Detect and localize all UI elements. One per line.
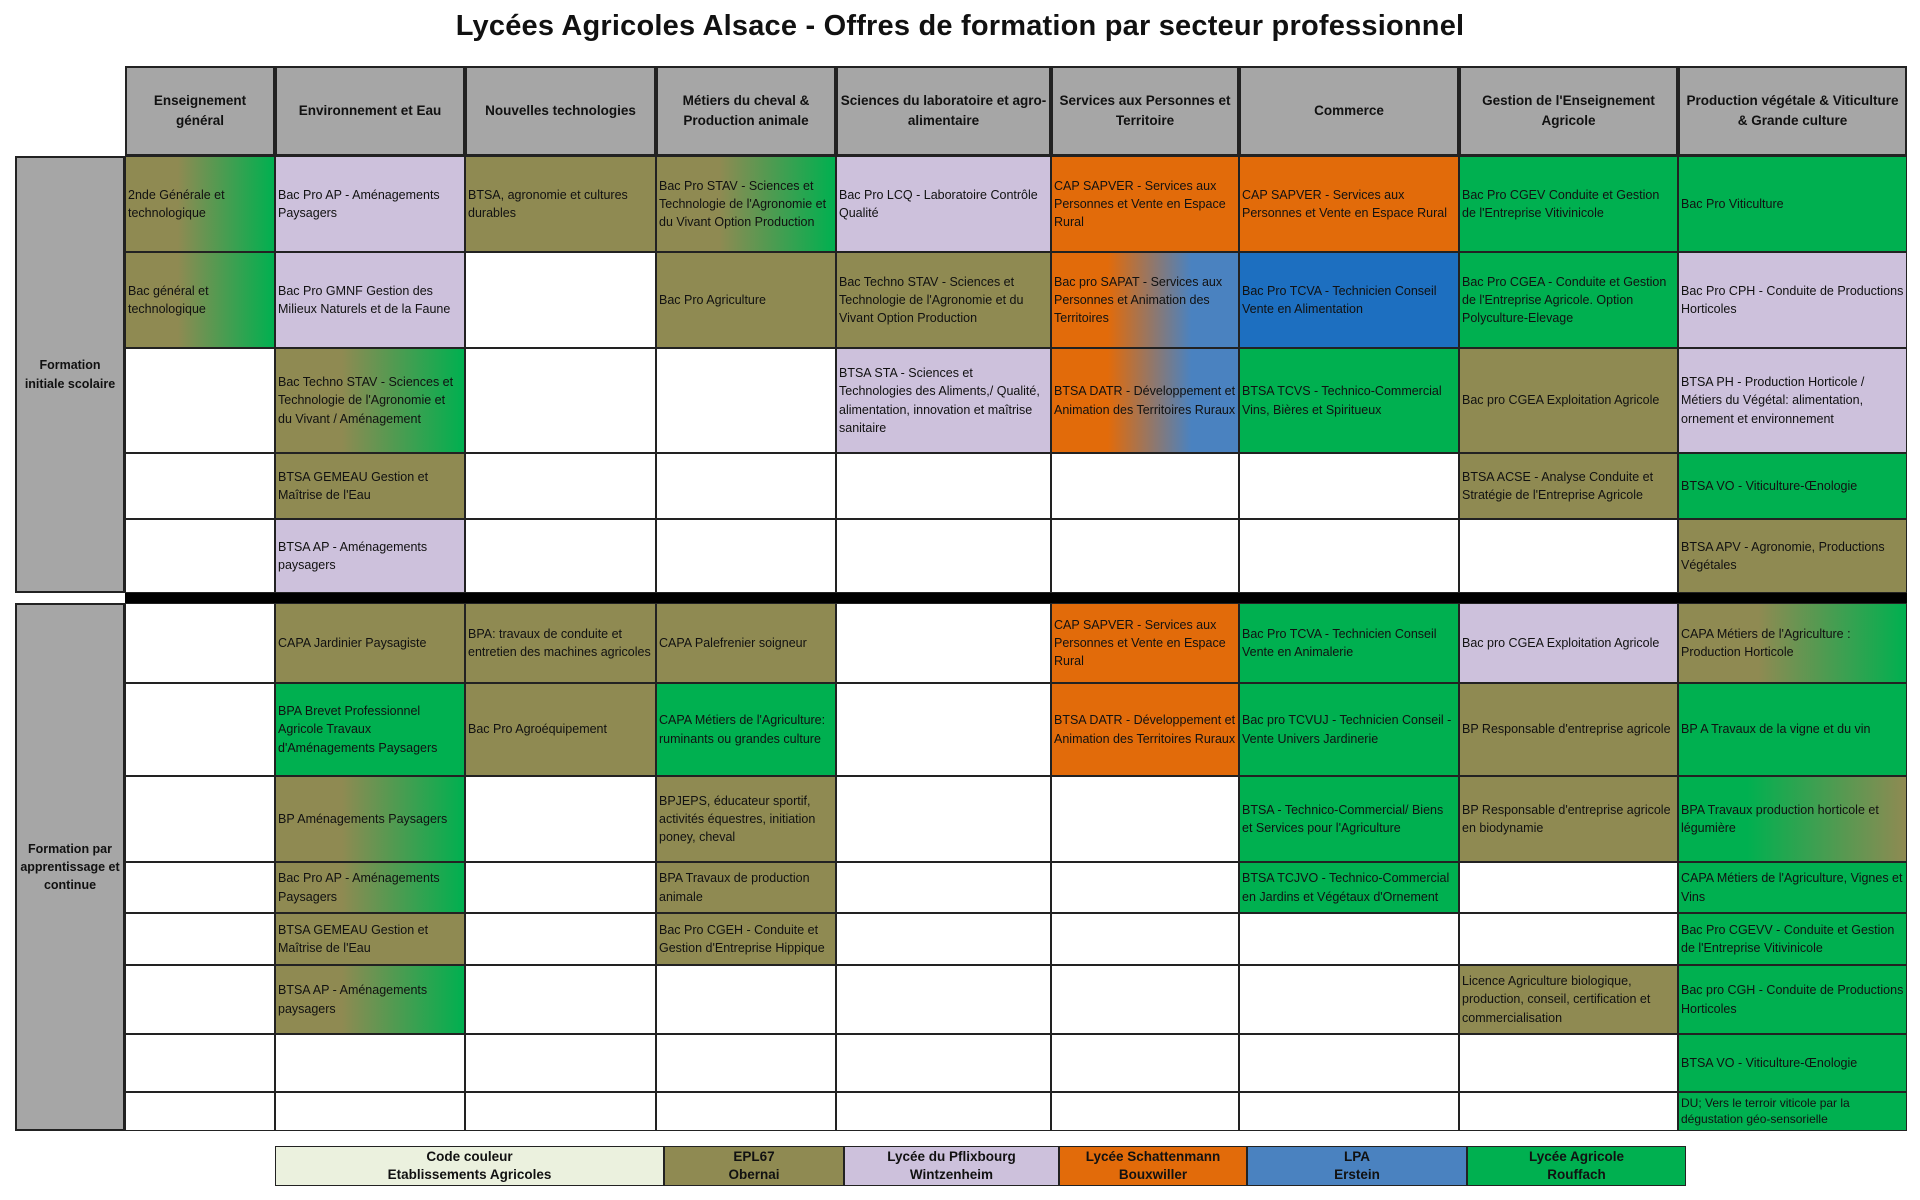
- header-sciences-laboratoire: Sciences du laboratoire et agro-alimentaire: [836, 66, 1051, 156]
- table-cell: Bac Pro TCVA - Technicien Conseil Vente en Animalerie: [1239, 603, 1459, 683]
- table-cell: BTSA, agronomie et cultures durables: [465, 156, 656, 252]
- table-cell: BTSA STA - Sciences et Technologies des Aliments,/ Qualité, alimentation, innovation et maîtrise sanitaire: [836, 348, 1051, 453]
- empty-cell: [1051, 913, 1239, 965]
- section-separator: [125, 593, 1907, 603]
- empty-cell: [656, 965, 836, 1034]
- legend-line: Bouxwiller: [1118, 1167, 1188, 1182]
- empty-cell: [1459, 913, 1678, 965]
- table-cell: Bac général et technologique: [125, 252, 275, 348]
- table-cell: BTSA GEMEAU Gestion et Maîtrise de l'Eau: [275, 913, 465, 965]
- empty-cell: [836, 913, 1051, 965]
- empty-cell: [836, 1092, 1051, 1131]
- header-production-vegetale: Production végétale & Viticulture & Grande culture: [1678, 66, 1907, 156]
- empty-cell: [125, 1092, 275, 1131]
- empty-cell: [656, 453, 836, 519]
- color-legend: [275, 1146, 1686, 1186]
- table-cell: CAPA Métiers de l'Agriculture : Production Horticole: [1678, 603, 1907, 683]
- empty-cell: [656, 1092, 836, 1131]
- table-cell: Bac pro CGEA Exploitation Agricole: [1459, 348, 1678, 453]
- empty-cell: [1459, 862, 1678, 913]
- empty-cell: [836, 453, 1051, 519]
- table-cell: BP A Travaux de la vigne et du vin: [1678, 683, 1907, 776]
- empty-cell: [656, 348, 836, 453]
- empty-cell: [1239, 1092, 1459, 1131]
- section-label-initiale: Formation initiale scolaire: [15, 156, 125, 593]
- empty-cell: [465, 453, 656, 519]
- empty-cell: [1459, 1092, 1678, 1131]
- empty-cell: [465, 776, 656, 862]
- table-cell: CAPA Métiers de l'Agriculture, Vignes et Vins: [1678, 862, 1907, 913]
- legend-epl67: [664, 1146, 844, 1186]
- empty-cell: [465, 1034, 656, 1092]
- legend-line: Erstein: [1334, 1167, 1380, 1182]
- empty-cell: [1459, 519, 1678, 593]
- empty-cell: [1051, 1092, 1239, 1131]
- empty-cell: [125, 519, 275, 593]
- empty-cell: [125, 1034, 275, 1092]
- header-enseignement-general: Enseignement général: [125, 66, 275, 156]
- empty-cell: [1239, 1034, 1459, 1092]
- empty-cell: [836, 519, 1051, 593]
- table-corner: [15, 66, 125, 156]
- table-cell: Bac Pro GMNF Gestion des Milieux Naturels et de la Faune: [275, 252, 465, 348]
- empty-cell: [125, 603, 275, 683]
- empty-cell: [1051, 519, 1239, 593]
- empty-cell: [836, 1034, 1051, 1092]
- table-cell: BPA Travaux de production animale: [656, 862, 836, 913]
- empty-cell: [125, 776, 275, 862]
- empty-cell: [836, 965, 1051, 1034]
- empty-cell: [656, 1034, 836, 1092]
- table-cell: Bac Pro AP - Aménagements Paysagers: [275, 156, 465, 252]
- table-cell: Bac Pro Agriculture: [656, 252, 836, 348]
- table-cell: BPA Brevet Professionnel Agricole Travaux d'Aménagements Paysagers: [275, 683, 465, 776]
- table-cell: CAP SAPVER - Services aux Personnes et Vente en Espace Rural: [1051, 156, 1239, 252]
- table-cell: CAPA Palefrenier soigneur: [656, 603, 836, 683]
- empty-cell: [465, 252, 656, 348]
- legend-line: Wintzenheim: [909, 1167, 994, 1182]
- table-cell: BTSA AP - Aménagements paysagers: [275, 519, 465, 593]
- header-nouvelles-technologies: Nouvelles technologies: [465, 66, 656, 156]
- legend-line: Obernai: [728, 1167, 780, 1182]
- empty-cell: [465, 965, 656, 1034]
- legend-rouffach: [1467, 1146, 1686, 1186]
- legend-line: LPA: [1344, 1148, 1370, 1164]
- empty-cell: [125, 683, 275, 776]
- empty-cell: [275, 1092, 465, 1131]
- table-cell: Bac Pro CGEA - Conduite et Gestion de l'Entreprise Agricole. Option Polyculture-Elevage: [1459, 252, 1678, 348]
- table-cell: Bac pro CGEA Exploitation Agricole: [1459, 603, 1678, 683]
- table-cell: CAPA Métiers de l'Agriculture: ruminants ou grandes culture: [656, 683, 836, 776]
- legend-line: Lycée Schattenmann: [1085, 1148, 1221, 1164]
- table-cell: BTSA - Technico-Commercial/ Biens et Services pour l'Agriculture: [1239, 776, 1459, 862]
- table-cell: Bac pro CGH - Conduite de Productions Horticoles: [1678, 965, 1907, 1034]
- table-cell: Bac pro TCVUJ - Technicien Conseil - Vente Univers Jardinerie: [1239, 683, 1459, 776]
- empty-cell: [1239, 519, 1459, 593]
- empty-cell: [1051, 776, 1239, 862]
- empty-cell: [1239, 965, 1459, 1034]
- empty-cell: [1459, 1034, 1678, 1092]
- table-cell: BP Responsable d'entreprise agricole: [1459, 683, 1678, 776]
- table-cell: BTSA VO - Viticulture-Œnologie: [1678, 1034, 1907, 1092]
- empty-cell: [465, 913, 656, 965]
- table-cell: Bac Pro CGEVV - Conduite et Gestion de l'Entreprise Vitivinicole: [1678, 913, 1907, 965]
- legend-schattenmann: [1059, 1146, 1247, 1186]
- legend-line: Lycée Agricole: [1528, 1148, 1625, 1164]
- table-cell: Bac Techno STAV - Sciences et Technologie de l'Agronomie et du Vivant Option Production: [836, 252, 1051, 348]
- empty-cell: [1051, 862, 1239, 913]
- legend-line: Rouffach: [1547, 1167, 1606, 1182]
- empty-cell: [125, 965, 275, 1034]
- table-cell: Bac pro SAPAT - Services aux Personnes et Animation des Territoires: [1051, 252, 1239, 348]
- legend-line: EPL67: [733, 1148, 775, 1164]
- table-cell: Bac Techno STAV - Sciences et Technologie de l'Agronomie et du Vivant / Aménagement: [275, 348, 465, 453]
- table-cell: Bac Pro CPH - Conduite de Productions Horticoles: [1678, 252, 1907, 348]
- empty-cell: [1239, 453, 1459, 519]
- table-cell: 2nde Générale et technologique: [125, 156, 275, 252]
- empty-cell: [275, 1034, 465, 1092]
- table-cell: BP Responsable d'entreprise agricole en biodynamie: [1459, 776, 1678, 862]
- table-cell: Bac Pro Agroéquipement: [465, 683, 656, 776]
- empty-cell: [836, 862, 1051, 913]
- table-cell: BP Aménagements Paysagers: [275, 776, 465, 862]
- empty-cell: [125, 913, 275, 965]
- empty-cell: [465, 1092, 656, 1131]
- legend-title: [275, 1146, 664, 1186]
- header-services-personnes: Services aux Personnes et Territoire: [1051, 66, 1239, 156]
- header-environnement-eau: Environnement et Eau: [275, 66, 465, 156]
- page-title: Lycées Agricoles Alsace - Offres de formation par secteur professionnel: [455, 10, 1465, 42]
- table-cell: CAPA Jardinier Paysagiste: [275, 603, 465, 683]
- empty-cell: [836, 603, 1051, 683]
- table-cell: BTSA VO - Viticulture-Œnologie: [1678, 453, 1907, 519]
- table-cell: Bac Pro CGEV Conduite et Gestion de l'Entreprise Vitivinicole: [1459, 156, 1678, 252]
- table-cell: CAP SAPVER - Services aux Personnes et Vente en Espace Rural: [1239, 156, 1459, 252]
- table-cell: BPA Travaux production horticole et légumière: [1678, 776, 1907, 862]
- table-cell: BTSA DATR - Développement et Animation des Territoires Ruraux: [1051, 348, 1239, 453]
- legend-line: Etablissements Agricoles: [387, 1167, 552, 1182]
- table-cell: Bac Pro TCVA - Technicien Conseil Vente en Alimentation: [1239, 252, 1459, 348]
- legend-lpa-erstein: [1247, 1146, 1467, 1186]
- header-metiers-cheval: Métiers du cheval & Production animale: [656, 66, 836, 156]
- table-cell: Bac Pro CGEH - Conduite et Gestion d'Entreprise Hippique: [656, 913, 836, 965]
- table-cell: Bac Pro Viticulture: [1678, 156, 1907, 252]
- table-cell: BTSA TCJVO - Technico-Commercial en Jardins et Végétaux d'Ornement: [1239, 862, 1459, 913]
- empty-cell: [125, 348, 275, 453]
- empty-cell: [836, 683, 1051, 776]
- table-cell: DU; Vers le terroir viticole par la dégustation géo-sensorielle: [1678, 1092, 1907, 1131]
- table-cell: BTSA TCVS - Technico-Commercial Vins, Bières et Spiritueux: [1239, 348, 1459, 453]
- table-cell: BTSA GEMEAU Gestion et Maîtrise de l'Eau: [275, 453, 465, 519]
- legend-pflixbourg: [844, 1146, 1059, 1186]
- empty-cell: [465, 519, 656, 593]
- table-cell: CAP SAPVER - Services aux Personnes et Vente en Espace Rural: [1051, 603, 1239, 683]
- header-commerce: Commerce: [1239, 66, 1459, 156]
- empty-cell: [125, 453, 275, 519]
- table-cell: BPJEPS, éducateur sportif, activités équestres, initiation poney, cheval: [656, 776, 836, 862]
- table-cell: BTSA AP - Aménagements paysagers: [275, 965, 465, 1034]
- empty-cell: [1051, 965, 1239, 1034]
- empty-cell: [1239, 913, 1459, 965]
- table-cell: BPA: travaux de conduite et entretien des machines agricoles: [465, 603, 656, 683]
- table-cell: BTSA ACSE - Analyse Conduite et Stratégie de l'Entreprise Agricole: [1459, 453, 1678, 519]
- header-gestion-enseignement: Gestion de l'Enseignement Agricole: [1459, 66, 1678, 156]
- table-cell: BTSA PH - Production Horticole / Métiers du Végétal: alimentation, ornement et environnement: [1678, 348, 1907, 453]
- table-cell: BTSA DATR - Développement et Animation des Territoires Ruraux: [1051, 683, 1239, 776]
- legend-line: Lycée du Pflixbourg: [887, 1148, 1016, 1164]
- empty-cell: [465, 348, 656, 453]
- table-cell: Licence Agriculture biologique, production, conseil, certification et commercialisation: [1459, 965, 1678, 1034]
- empty-cell: [125, 862, 275, 913]
- empty-cell: [656, 519, 836, 593]
- formation-table: [15, 66, 1907, 1131]
- separator-gap: [15, 593, 125, 603]
- empty-cell: [1051, 453, 1239, 519]
- section-label-apprentissage: Formation par apprentissage et continue: [15, 603, 125, 1131]
- table-cell: Bac Pro STAV - Sciences et Technologie de l'Agronomie et du Vivant Option Production: [656, 156, 836, 252]
- legend-line: Code couleur: [426, 1148, 513, 1164]
- empty-cell: [465, 862, 656, 913]
- empty-cell: [1051, 1034, 1239, 1092]
- table-cell: Bac Pro AP - Aménagements Paysagers: [275, 862, 465, 913]
- table-cell: Bac Pro LCQ - Laboratoire Contrôle Qualité: [836, 156, 1051, 252]
- table-cell: BTSA APV - Agronomie, Productions Végétales: [1678, 519, 1907, 593]
- empty-cell: [836, 776, 1051, 862]
